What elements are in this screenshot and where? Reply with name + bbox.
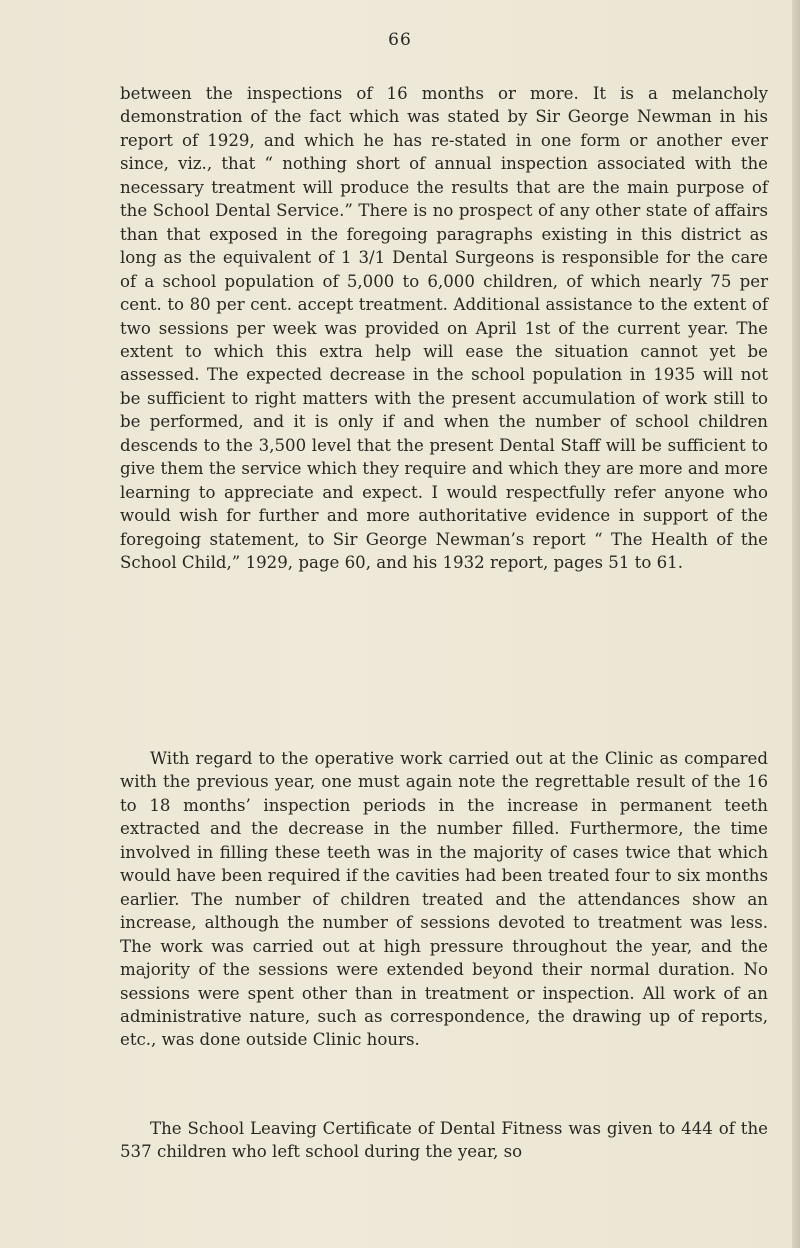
paragraph-3: The School Leaving Certificate of Dental Fitness was given to 444 of the 537 children who left school during the year, so [120, 1119, 768, 1162]
page-edge [792, 0, 800, 1248]
paragraph-2: With regard to the operative work carried out at the Clinic as compared with the previous year, one must again note the regrettable result of the 16 to 18 months’ inspection periods in the increase in permanent teeth extracted and the decrease in the number filled. Furthermore, the time involved in filling these teeth was in the majority of cases twice that which would have been required if the cavities had been treated four to six months earlier. The number of children treated and the attendances show an increase, although the number of sessions devoted to treatment was less. The work was carried out at high pressure throughout the year, and the majority of the sessions were extended beyond their normal duration. No sessions were spent other than in treatment or inspection. All work of an administrative nature, such as correspondence, the drawing up of reports, etc., was done outside Clinic hours. [120, 749, 768, 1050]
paragraph-1: between the inspections of 16 months or more. It is a melancholy demonstration of the fact which was stated by Sir George Newman in his report of 1929, and which he has re-stated in one form or another ever since, viz., that “ nothing short of annual inspection associated with the necessary treatment will produce the results that are the main purpose of the School Dental Service.” There is no prospect of any other state of affairs than that exposed in the foregoing paragraphs existing in this district as long as the equivalent of 1 3/1 Dental Surgeons is responsible for the care of a school population of 5,000 to 6,000 children, of which nearly 75 per cent. to 80 per cent. accept treatment. Additional assistance to the extent of two sessions per week was provided on April 1st of the current year. The extent to which this extra help will ease the situation cannot yet be assessed. The expected decrease in the school population in 1935 will not be sufficient to right matters with the present accumulation of work still to be performed, and it is only if and when the number of school children descends to the 3,500 level that the present Dental Staff will be sufficient to give them the service which they require and which they are more and more learning to appreciate and expect. I would respectfully refer anyone who would wish for further and more authoritative evidence in support of the foregoing statement, to Sir George Newman’s report “ The Health of the School Child,” 1929, page 60, and his 1932 report, pages 51 to 61. [120, 84, 768, 573]
page-number: 66 [388, 30, 412, 50]
